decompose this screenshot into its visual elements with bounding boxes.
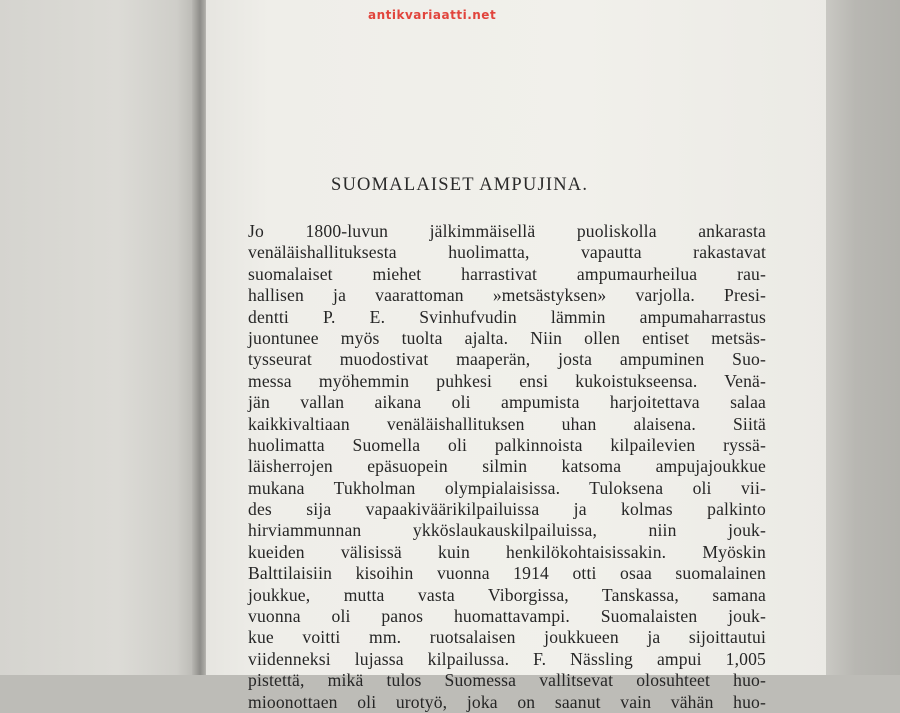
text-line: kue voitti mm. ruotsalaisen joukkueen ja sijoittautui [248,627,766,648]
text-line: Balttilaisiin kisoihin vuonna 1914 otti osaa suomalainen [248,563,766,584]
watermark: antikvariaatti.net [368,8,497,22]
text-line: kueiden välisissä kuin henkilökohtaisissakin. Myöskin [248,541,766,562]
text-line: joukkue, mutta vasta Viborgissa, Tanskassa, samana [248,584,766,605]
text-line: mukana Tukholman olympialaisissa. Tuloksena oli vii- [248,477,766,498]
text-line: tysseurat muodostivat maaperän, josta ampuminen Suo- [248,349,766,370]
text-line: messa myöhemmin puhkesi ensi kukoistukseensa. Venä- [248,370,766,391]
text-line: hallisen ja vaarattoman »metsästyksen» varjolla. Presi- [248,285,766,306]
text-line: viidenneksi lujassa kilpailussa. F. Nässling ampui 1,005 [248,648,766,669]
text-line: Jo 1800-luvun jälkimmäisellä puoliskolla ankarasta [248,221,766,241]
text-line: dentti P. E. Svinhufvudin lämmin ampumaharrastus [248,306,766,327]
text-line: des sija vapaakiväärikilpailuissa ja kolmas palkinto [248,499,766,520]
text-line: pistettä, mikä tulos Suomessa vallitsevat olosuhteet huo- [248,670,766,691]
text-line: venäläishallituksesta huolimatta, vapautta rakastavat [248,242,766,263]
chapter-title: SUOMALAISET AMPUJINA. [331,175,589,195]
page-edge-shadow [826,0,900,675]
text-line: mioonottaen oli urotyö, joka on saanut vain vähän huo- [248,691,766,712]
body-text [248,221,818,713]
text-line: hirviammunnan ykköslaukauskilpailuissa, niin jouk- [248,520,766,541]
text-line: suomalaiset miehet harrastivat ampumaurheilua rau- [248,263,766,284]
text-line: huolimatta Suomella oli palkinnoista kilpailevien ryssä- [248,434,766,455]
text-line: vuonna oli panos huomattavampi. Suomalaisten jouk- [248,606,766,627]
text-line: juontunee myös tuolta ajalta. Niin ollen entiset metsäs- [248,327,766,348]
text-line: jän vallan aikana oli ampumista harjoitettava salaa [248,392,766,413]
text-line: läisherrojen epäsuopein silmin katsoma ampujajoukkue [248,456,766,477]
text-line: kaikkivaltiaan venäläishallituksen uhan alaisena. Siitä [248,413,766,434]
left-page [0,0,196,675]
